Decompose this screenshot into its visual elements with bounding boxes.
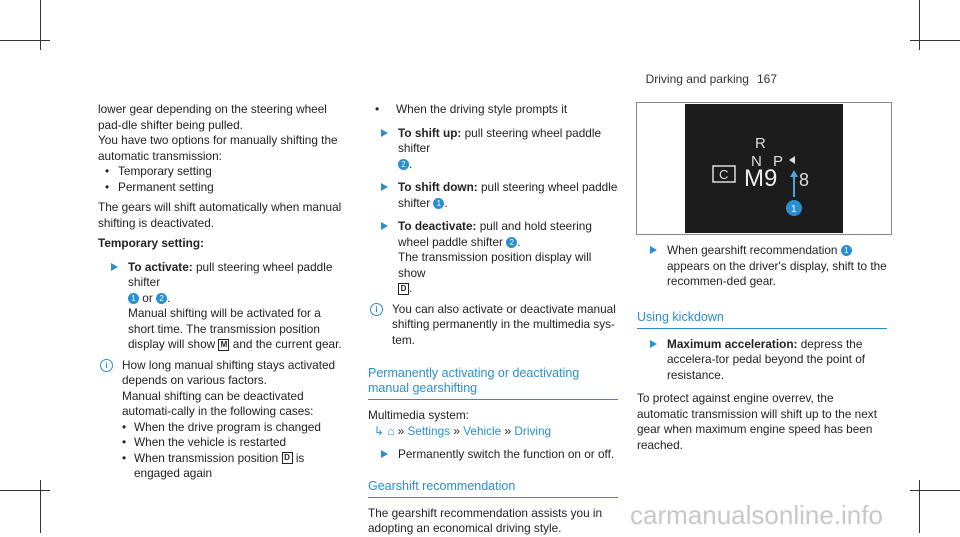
- menu-path: ↳ ⌂ » Settings » Vehicle » Driving: [374, 423, 552, 438]
- nav-settings: Settings: [407, 423, 451, 438]
- list-item: [98, 451, 348, 482]
- return-arrow-icon: ↳: [374, 423, 384, 438]
- callout-number: 1: [791, 204, 797, 215]
- paragraph: To protect against engine overrev, the automatic transmission will shift up to the next gear when maximum engine speed has been reached.: [637, 391, 877, 452]
- header-section: Driving and parking: [645, 72, 749, 86]
- arrow-icon: [650, 340, 657, 348]
- crop-mark: [910, 40, 960, 41]
- next-gear: 8: [799, 170, 810, 190]
- step-text: The transmission position display will show: [398, 250, 592, 280]
- list-text: is engaged again: [134, 450, 305, 480]
- step-text: When gearshift recommendation: [667, 243, 838, 257]
- badge-1-icon: 1: [433, 198, 444, 209]
- home-icon: ⌂: [387, 423, 395, 438]
- gear-p: P: [773, 153, 784, 170]
- crop-mark: [919, 0, 920, 50]
- nav-vehicle: Vehicle: [463, 423, 502, 438]
- column-2: [368, 102, 618, 537]
- info-icon: i: [100, 359, 113, 372]
- paragraph: lower gear depending on the steering wheel pad-dle shifter being pulled.: [98, 102, 327, 132]
- step-text: depress the accelera-tor pedal beyond the point of resistance.: [667, 336, 866, 382]
- step-text: appears on the driver's display, shift to the recommen-ded gear.: [667, 258, 887, 288]
- instruction-step: To deactivate: pull and hold steering wheel paddle shifter 2 . The transmission position display will show D .: [368, 219, 618, 297]
- instruction-step: [637, 337, 887, 384]
- transmission-display: [685, 104, 843, 233]
- step-text: Permanently switch the function on or off.: [398, 447, 615, 461]
- badge-2-icon: 2: [506, 237, 517, 248]
- display-svg: [685, 104, 843, 233]
- gear-m9: M9: [744, 165, 778, 192]
- section-heading: Using kickdown: [637, 310, 887, 329]
- step-label: To shift down:: [398, 180, 478, 194]
- page-number: 167: [756, 72, 777, 86]
- arrow-icon: [381, 129, 388, 137]
- page-header: [646, 72, 777, 86]
- list-item: • When the driving style prompts it: [368, 102, 618, 118]
- gear-m-icon: M: [218, 339, 229, 351]
- step-text: or: [142, 290, 153, 305]
- arrow-icon: [381, 222, 388, 230]
- gear-d-icon: D: [398, 283, 409, 295]
- step-text: and the current gear.: [232, 337, 342, 351]
- note-text: How long manual shifting stays activated depends on various factors.: [122, 357, 336, 387]
- crop-mark: [919, 480, 920, 533]
- paragraph: Manual shifting can be deactivated automati-cally in the following cases:: [122, 388, 314, 418]
- step-text: pull steering wheel paddle shifter: [398, 180, 618, 210]
- column-1: [98, 102, 348, 482]
- step-text: Manual shifting will be activated for a short time. The transmission position display will show: [128, 306, 321, 351]
- gear-d-icon: D: [282, 452, 293, 464]
- list-item: • When the drive program is changed: [98, 420, 348, 436]
- list-item: • Temporary setting: [98, 164, 348, 180]
- arrow-icon: [111, 263, 118, 271]
- step-label: To shift up:: [398, 125, 462, 140]
- paragraph: Multimedia system:: [368, 408, 469, 422]
- section-heading: Gearshift recommendation: [368, 479, 618, 498]
- column-3: [637, 243, 887, 453]
- step-label: To activate:: [128, 259, 193, 274]
- info-icon: i: [370, 303, 383, 316]
- paragraph: You have two options for manually shifting the automatic transmission:: [98, 133, 338, 163]
- paragraph: The gearshift recommendation assists you in adopting an economical driving style.: [368, 505, 603, 535]
- gear-c: C: [719, 167, 729, 182]
- note-text: You can also activate or deactivate manual shifting permanently in the multimedia sys-tem.: [392, 301, 616, 347]
- step-text: pull steering wheel paddle shifter: [398, 125, 602, 155]
- crop-mark: [0, 490, 50, 491]
- step-text: pull and hold steering wheel paddle shifter: [398, 219, 592, 249]
- list-text: When transmission position: [134, 450, 279, 465]
- step-label: Maximum acceleration:: [667, 336, 798, 351]
- paragraph: The gears will shift automatically when manual shifting is deactivated.: [98, 200, 342, 230]
- crop-mark: [40, 480, 41, 533]
- instruction-step: To activate: pull steering wheel paddle shifter 1 or 2 . Manual shifting will be activated for a short time. The transmission position display will show M and the current gear.: [98, 260, 348, 353]
- watermark: carmanualsonline.info: [630, 500, 883, 530]
- badge-1-icon: 1: [841, 245, 852, 256]
- arrow-icon: [381, 450, 388, 458]
- subheading: Temporary setting:: [98, 236, 204, 250]
- list-item: • When the vehicle is restarted: [98, 435, 348, 451]
- arrow-icon: [650, 246, 657, 254]
- selector-pointer-icon: [789, 156, 795, 164]
- note: [98, 358, 348, 389]
- step-text: pull steering wheel paddle shifter: [128, 259, 333, 289]
- instruction-step: To shift down: pull steering wheel paddle shifter 1 .: [368, 180, 618, 211]
- arrow-icon: [381, 183, 388, 191]
- nav-driving: Driving: [514, 423, 552, 438]
- list-item: • Permanent setting: [98, 180, 348, 196]
- crop-mark: [910, 490, 960, 491]
- crop-mark: [40, 0, 41, 50]
- badge-2-icon: 2: [156, 293, 167, 304]
- section-heading: Permanently activating or deactivating manual gearshifting: [368, 366, 618, 400]
- upshift-arrowhead-icon: [790, 170, 798, 177]
- badge-2-icon: 2: [398, 159, 409, 170]
- gear-n: N: [751, 153, 762, 170]
- note: [368, 302, 618, 349]
- crop-mark: [0, 40, 50, 41]
- badge-1-icon: 1: [128, 293, 139, 304]
- instruction-step: [637, 243, 887, 290]
- instruction-step: [368, 447, 618, 463]
- gear-r: R: [755, 135, 766, 152]
- step-label: To deactivate:: [398, 219, 477, 233]
- instruction-step: To shift up: pull steering wheel paddle shifter 2 .: [368, 126, 618, 173]
